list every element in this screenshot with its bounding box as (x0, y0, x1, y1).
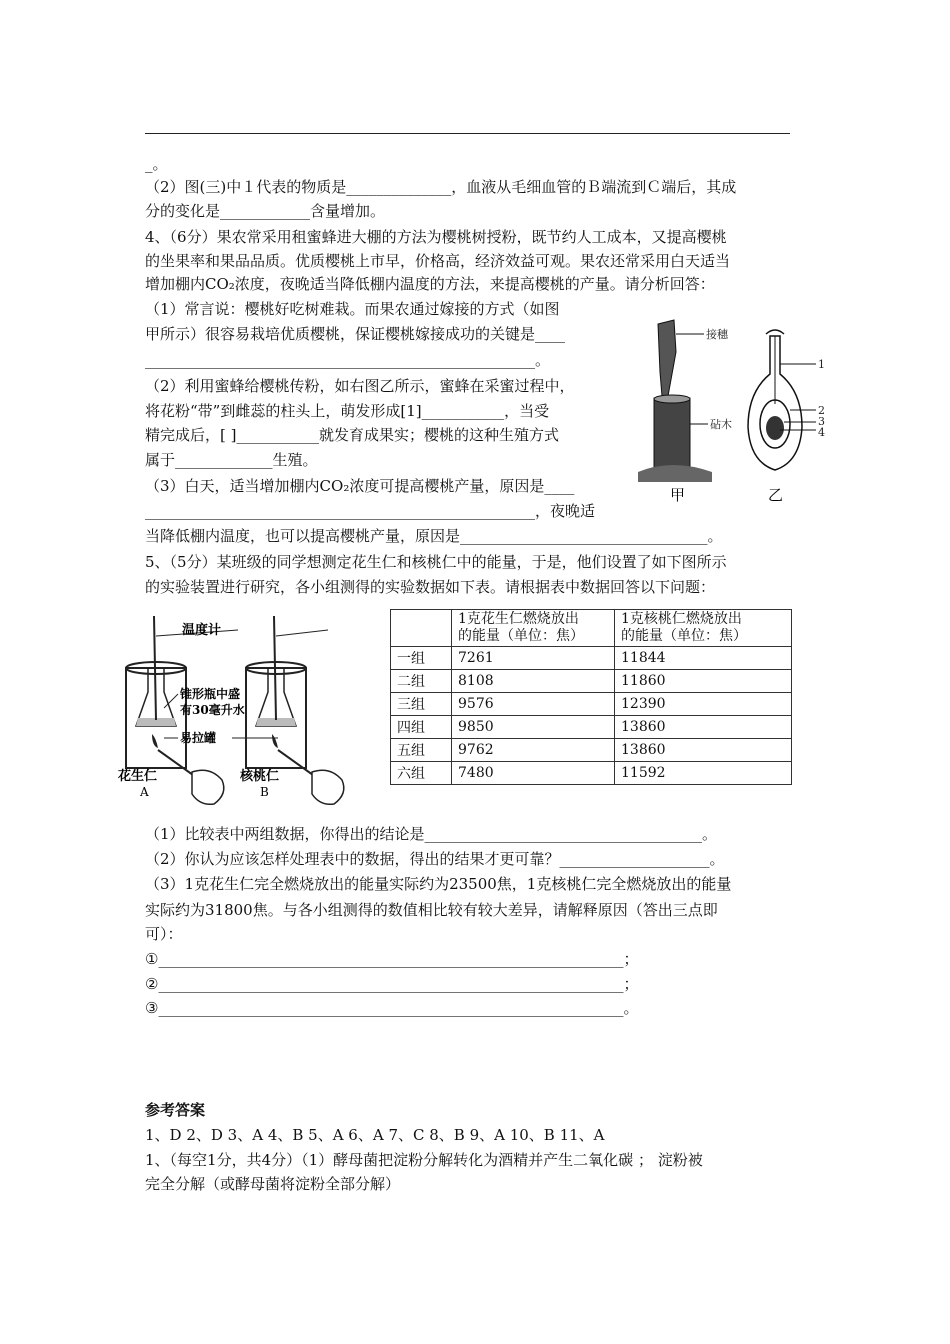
calorimeter-apparatus-figure (118, 608, 380, 818)
peanut-energy-cell: 7261 (452, 647, 615, 670)
q4-part3-line2: ____________________________________________________，夜晚适 (145, 502, 596, 520)
q4-part2-line4: 属于_____________生殖。 (145, 451, 318, 469)
energy-data-table (390, 609, 792, 785)
peanut-energy-cell: 9850 (452, 716, 615, 739)
q5-intro-2: 的实验装置进行研究，各小组测得的实验数据如下表。请根据表中数据回答以下问题： (145, 578, 716, 596)
flask-label-1: 锥形瓶中盛 (180, 687, 241, 701)
stock-label: 砧木 (710, 418, 732, 431)
caption-jia: 甲 (670, 486, 686, 504)
flower-pistil-diagram (748, 330, 825, 470)
thermometer-label: 温度计 (182, 623, 222, 638)
group-cell: 二组 (391, 670, 452, 693)
q5-question2: （2）你认为应该怎样处理表中的数据，得出的结果才更可靠？____________________。 (145, 850, 725, 868)
q4-intro-3: 增加棚内CO₂浓度，夜晚适当降低棚内温度的方法，来提高樱桃的产量。请分析回答： (145, 275, 715, 293)
q4-part1-line2: 甲所示）很容易栽培优质樱桃，保证樱桃嫁接成功的关键是____ (145, 325, 566, 343)
grafting-flower-figure (630, 312, 830, 512)
group-cell: 一组 (391, 647, 452, 670)
flower-label-1: 1 (818, 358, 825, 371)
table-row (391, 693, 792, 716)
grafting-diagram (638, 320, 732, 482)
walnut-energy-cell: 11844 (615, 647, 792, 670)
q5-answer-blank-2: ②______________________________________________________________； (145, 975, 639, 993)
flower-label-4: 4 (818, 426, 825, 439)
group-cell: 四组 (391, 716, 452, 739)
q4-part2-line2: 将花粉“带”到雌蕊的柱头上，萌发形成[1]___________，当受 (145, 402, 550, 420)
answer-blank-line (145, 133, 790, 134)
walnut-energy-cell: 12390 (615, 693, 792, 716)
caption-yi: 乙 (768, 486, 784, 504)
q4-part2-line3: 精完成后，[ ]___________就发育成果实；樱桃的这种生殖方式 (145, 426, 559, 444)
q4-part2-line1: （2）利用蜜蜂给樱桃传粉，如右图乙所示，蜜蜂在采蜜过程中， (145, 377, 575, 395)
table-row (391, 716, 792, 739)
fill-answer-1-line1: 1、（每空1分，共4分）（1）酵母菌把淀粉分解转化为酒精并产生二氧化碳 ； 淀粉被 (145, 1151, 703, 1169)
table-header-cell-blank (391, 610, 452, 647)
table-header-walnut (615, 610, 792, 647)
flask-label-2: 有30毫升水 (180, 703, 245, 717)
flower-label-2: 2 (818, 404, 825, 417)
blank-tail: _。 (145, 155, 168, 173)
walnut-energy-cell: 11592 (615, 762, 792, 785)
q5-answer-blank-3: ③______________________________________________________________。 (145, 999, 639, 1017)
table-header-peanut-line2: 的能量（单位：焦） (458, 628, 584, 644)
q4-intro-1: 4、（6分）果农常采用租蜜蜂进大棚的方法为樱桃树授粉，既节约人工成本，又提高樱桃 (145, 228, 727, 246)
q5-answer-blank-1: ①______________________________________________________________； (145, 950, 639, 968)
peanut-energy-cell: 8108 (452, 670, 615, 693)
q5-question3-line1: （3）1克花生仁完全燃烧放出的能量实际约为23500焦，1克核桃仁完全燃烧放出的能量 (145, 875, 732, 893)
can-label: 易拉罐 (180, 731, 217, 745)
answers-title: 参考答案 (145, 1101, 206, 1119)
table-header-row (391, 610, 792, 647)
scion-label: 接穗 (706, 328, 728, 341)
table-row (391, 739, 792, 762)
table-header-walnut-line2: 的能量（单位：焦） (621, 628, 747, 644)
group-cell: 六组 (391, 762, 452, 785)
q4-part3-line3: 当降低棚内温度，也可以提高樱桃产量，原因是_________________________________。 (145, 527, 723, 545)
fill-answer-1-line2: 完全分解（或酵母菌将淀粉全部分解） (145, 1175, 401, 1193)
q5-question3-line3: 可）： (145, 925, 183, 943)
q4-part3-line1: （3）白天，适当增加棚内CO₂浓度可提高樱桃产量，原因是____ (145, 477, 575, 495)
choice-answers: 1、D 2、D 3、A 4、B 5、A 6、A 7、C 8、B 9、A 10、B 11、A (145, 1126, 605, 1144)
peanut-energy-cell: 7480 (452, 762, 615, 785)
walnut-energy-cell: 11860 (615, 670, 792, 693)
table-row (391, 670, 792, 693)
peanut-energy-cell: 9576 (452, 693, 615, 716)
walnut-energy-cell: 13860 (615, 739, 792, 762)
peanut-energy-cell: 9762 (452, 739, 615, 762)
table-header-peanut-line1: 1克花生仁燃烧放出 (458, 611, 579, 627)
table-row (391, 762, 792, 785)
q3-2-line2: 分的变化是____________含量增加。 (145, 202, 386, 220)
group-cell: 五组 (391, 739, 452, 762)
walnut-energy-cell: 13860 (615, 716, 792, 739)
walnut-label: 核桃仁 (240, 769, 280, 784)
q4-intro-2: 的坐果率和果品品质。优质樱桃上市早，价格高，经济效益可观。果农还常采用白天适当 (145, 252, 731, 270)
flower-label-3: 3 (818, 415, 825, 428)
table-row (391, 647, 792, 670)
table-header-walnut-line1: 1克核桃仁燃烧放出 (621, 611, 742, 627)
q4-part1-line1: （1）常言说：樱桃好吃树难栽。而果农通过嫁接的方式（如图 (145, 300, 560, 318)
table-header-peanut (452, 610, 615, 647)
group-cell: 三组 (391, 693, 452, 716)
peanut-letter: A (140, 785, 149, 799)
q4-part1-line3: ____________________________________________________。 (145, 351, 551, 369)
q5-question1: （1）比较表中两组数据，你得出的结论是_____________________________________。 (145, 825, 718, 843)
walnut-letter: B (260, 785, 269, 799)
q3-2-line1: （2）图(三)中１代表的物质是______________，血液从毛细血管的Ｂ端流到Ｃ端后，其成 (145, 178, 737, 196)
q5-intro-1: 5、（5分）某班级的同学想测定花生仁和核桃仁中的能量，于是，他们设置了如下图所示 (145, 553, 727, 571)
q5-question3-line2: 实际约为31800焦。与各小组测得的数值相比较有较大差异，请解释原因（答出三点即 (145, 901, 718, 919)
peanut-label: 花生仁 (118, 769, 158, 784)
